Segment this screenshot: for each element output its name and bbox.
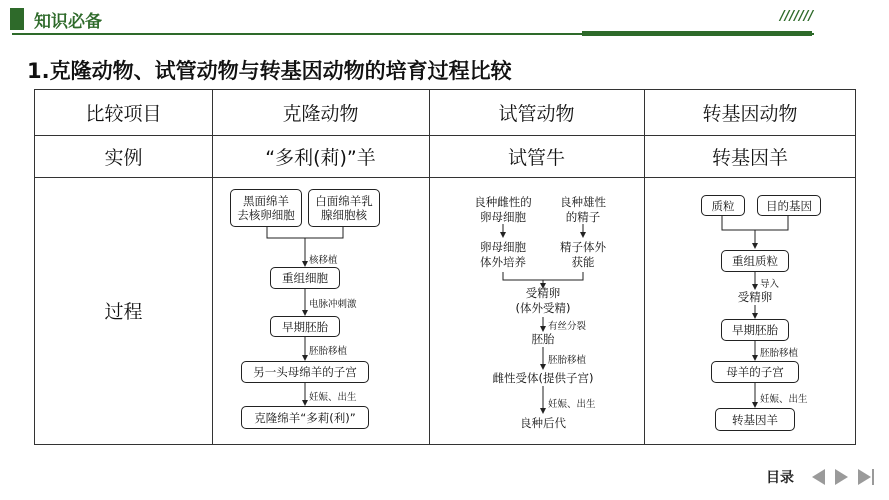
gm-result-box: 转基因羊	[715, 408, 795, 431]
clone-early-embryo-box: 早期胚胎	[270, 316, 340, 337]
example-gm: 转基因羊	[711, 146, 788, 169]
footer-nav	[766, 467, 874, 487]
ivf-merge-line	[503, 272, 583, 280]
table-row-label-example: 实例	[104, 146, 143, 169]
gm-merge-line	[722, 216, 788, 230]
clone-step-embryo-transfer: 胚胎移植	[309, 346, 348, 357]
gm-uterus-box: 母羊的子宫	[711, 361, 799, 383]
example-clone: “多利(莉)”羊	[265, 146, 376, 169]
gm-step-birth: 妊娠、出生	[760, 394, 808, 405]
ivf-step-mitosis: 有丝分裂	[548, 321, 587, 332]
ivf-fertilized-egg: 受精卵 (体外受精)	[515, 286, 571, 315]
page-title: 1.克隆动物、试管动物与转基因动物的培育过程比较	[27, 59, 512, 83]
example-ivf: 试管牛	[507, 146, 565, 169]
clone-egg-box: 黑面绵羊 去核卵细胞	[230, 189, 302, 227]
gm-recombinant-plasmid-box: 重组质粒	[721, 250, 789, 272]
ivf-male-sperm: 良种雄性 的精子	[560, 195, 606, 224]
ivf-embryo: 胚胎	[531, 332, 555, 346]
toc-link[interactable]: 目录	[766, 470, 794, 486]
clone-merge-line	[267, 227, 343, 238]
ivf-offspring: 良种后代	[520, 416, 566, 430]
clone-step-nuclear-transfer: 核移植	[309, 255, 338, 266]
gm-zygote: 受精卵	[737, 290, 773, 304]
header-slashes: ///////	[780, 9, 814, 24]
gm-early-embryo-box: 早期胚胎	[721, 319, 789, 341]
table-header-gm: 转基因动物	[702, 103, 798, 125]
gm-step-introduce: 导入	[760, 279, 780, 290]
table-row-label-process: 过程	[104, 301, 143, 323]
prev-arrow-icon[interactable]	[812, 469, 825, 485]
clone-recombinant-cell-box: 重组细胞	[270, 267, 340, 289]
gm-target-gene-box: 目的基因	[757, 195, 821, 216]
ivf-step-embryo-transfer: 胚胎移植	[548, 355, 587, 366]
clone-uterus-box: 另一头母绵羊的子宫	[241, 361, 369, 383]
ivf-recipient: 雌性受体(提供子宫)	[492, 371, 594, 385]
clone-step-electric-pulse: 电脉冲刺激	[309, 299, 357, 310]
gm-step-embryo-transfer: 胚胎移植	[760, 348, 799, 359]
clone-result-box: 克隆绵羊“多莉(利)”	[241, 406, 369, 429]
ivf-step-birth: 妊娠、出生	[548, 399, 596, 410]
section-heading: 知识必备	[34, 12, 102, 32]
ivf-female-egg: 良种雌性的 卵母细胞	[474, 195, 532, 224]
clone-step-birth: 妊娠、出生	[309, 392, 357, 403]
last-page-icon[interactable]	[858, 469, 874, 485]
table-header-ivf: 试管动物	[498, 103, 575, 125]
ivf-sperm-capacitation: 精子体外 获能	[560, 240, 606, 269]
next-arrow-icon[interactable]	[835, 469, 848, 485]
table-header-clone: 克隆动物	[282, 103, 359, 125]
table-header-item: 比较项目	[85, 103, 162, 125]
clone-nucleus-box: 白面绵羊乳 腺细胞核	[308, 189, 380, 227]
gm-plasmid-box: 质粒	[701, 195, 745, 216]
ivf-egg-culture: 卵母细胞 体外培养	[480, 240, 526, 269]
